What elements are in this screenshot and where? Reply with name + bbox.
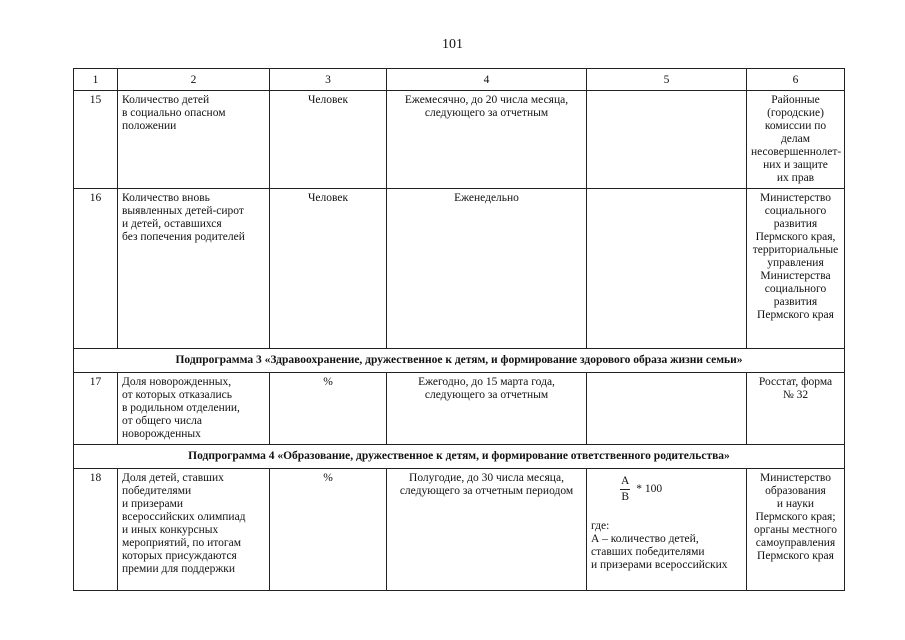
- reporting-period: Еженедельно: [387, 189, 587, 349]
- data-source: Министерство образования и науки Пермского края; органы местного самоуправления Пермского края: [747, 469, 845, 591]
- table-row: [74, 469, 845, 591]
- data-source: Министерство социального развития Пермского края, территориальные управления Министерства социального развития Пермского края: [747, 189, 845, 349]
- column-header: 6: [747, 69, 845, 91]
- column-header: 2: [118, 69, 270, 91]
- subprogram-4-title: Подпрограмма 4 «Образование, дружественное к детям, и формирование ответственного родительства»: [74, 445, 845, 469]
- column-header: 1: [74, 69, 118, 91]
- formula-numerator: А: [621, 475, 630, 487]
- unit-of-measure: Человек: [270, 91, 387, 189]
- calculation-method: [587, 91, 747, 189]
- calculation-method: [587, 373, 747, 445]
- subprogram-heading-row: [74, 349, 845, 373]
- formula: [619, 475, 742, 504]
- row-number: 18: [74, 469, 118, 591]
- table-row: [74, 373, 845, 445]
- row-number: 17: [74, 373, 118, 445]
- column-number-header-row: [74, 69, 845, 91]
- formula-denominator: В: [621, 491, 629, 503]
- unit-of-measure: %: [270, 469, 387, 591]
- fraction: [619, 475, 631, 504]
- row-number: 15: [74, 91, 118, 189]
- page-number: 101: [442, 37, 463, 52]
- row-number: 16: [74, 189, 118, 349]
- column-header: 4: [387, 69, 587, 91]
- unit-of-measure: Человек: [270, 189, 387, 349]
- column-header: 3: [270, 69, 387, 91]
- calculation-method: [587, 469, 747, 591]
- indicator-name: Количество вновь выявленных детей-сирот и детей, оставшихся без попечения родителей: [118, 189, 270, 349]
- subprogram-heading-row: [74, 445, 845, 469]
- subprogram-3-title: Подпрограмма 3 «Здравоохранение, дружественное к детям, и формирование здорового образа жизни семьи»: [74, 349, 845, 373]
- reporting-period: Ежемесячно, до 20 числа месяца, следующего за отчетным: [387, 91, 587, 189]
- formula-multiplier: * 100: [636, 483, 663, 495]
- data-source: Районные (городские) комиссии по делам несовершеннолет- них и защите их прав: [747, 91, 845, 189]
- table-row: [74, 189, 845, 349]
- indicators-table: [73, 68, 845, 591]
- reporting-period: Полугодие, до 30 числа месяца, следующего за отчетным периодом: [387, 469, 587, 591]
- indicator-name: Количество детей в социально опасном положении: [118, 91, 270, 189]
- indicator-name: Доля новорожденных, от которых отказались в родильном отделении, от общего числа новорожденных: [118, 373, 270, 445]
- calculation-method: [587, 189, 747, 349]
- unit-of-measure: %: [270, 373, 387, 445]
- table-row: [74, 91, 845, 189]
- indicator-name: Доля детей, ставших победителями и призерами всероссийских олимпиад и иных конкурсных мероприятий, по итогам которых присуждаются премии для поддержки: [118, 469, 270, 591]
- formula-legend: где: А – количество детей, ставших победителями и призерами всероссийских: [591, 520, 728, 571]
- data-source: Росстат, форма № 32: [747, 373, 845, 445]
- column-header: 5: [587, 69, 747, 91]
- reporting-period: Ежегодно, до 15 марта года, следующего за отчетным: [387, 373, 587, 445]
- fraction-line: [620, 489, 630, 490]
